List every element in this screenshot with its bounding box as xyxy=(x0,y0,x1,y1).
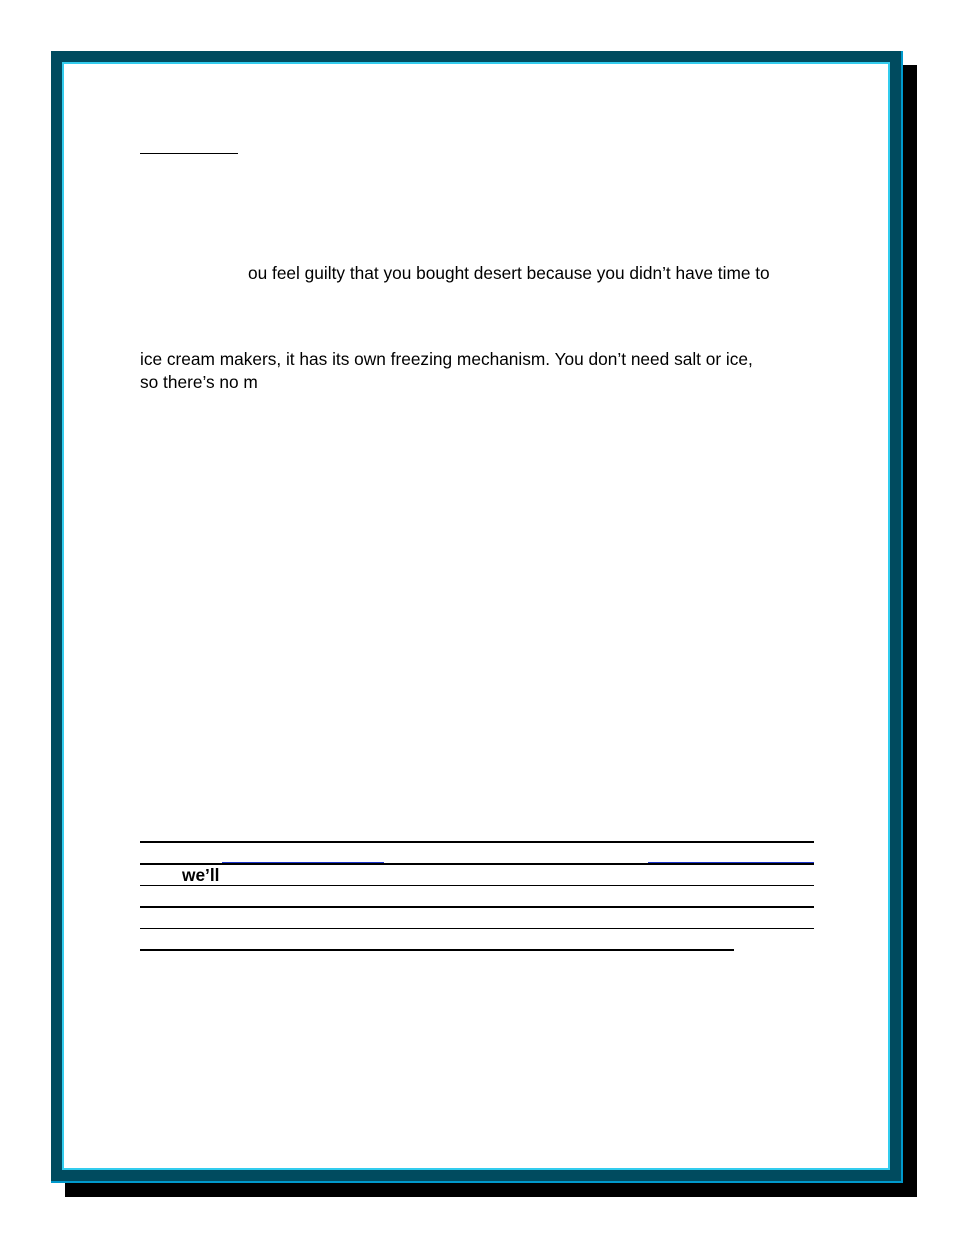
paragraph-2-line-1: ice cream makers, it has its own freezing mechanism. You don’t need salt or ice, xyxy=(140,349,753,369)
link-underline-1[interactable] xyxy=(222,862,384,863)
form-rule-1 xyxy=(140,841,814,843)
form-rule-3 xyxy=(140,885,814,886)
paragraph-1-line-1: ou feel guilty that you bought desert because you didn’t have time to xyxy=(248,263,770,283)
document-page xyxy=(64,64,888,1168)
form-fragment-text: we’ll xyxy=(182,865,220,885)
form-rule-4 xyxy=(140,906,814,908)
paragraph-2-line-2: so there’s no m xyxy=(140,372,258,392)
form-rule-2 xyxy=(140,863,814,865)
page-frame xyxy=(51,51,903,1183)
heading-underline xyxy=(140,153,238,154)
link-underline-2[interactable] xyxy=(648,862,814,863)
page-frame-light-border xyxy=(62,62,890,1170)
form-rule-6 xyxy=(140,949,734,951)
form-rule-5 xyxy=(140,928,814,929)
page-frame-dark-border xyxy=(51,51,901,1181)
